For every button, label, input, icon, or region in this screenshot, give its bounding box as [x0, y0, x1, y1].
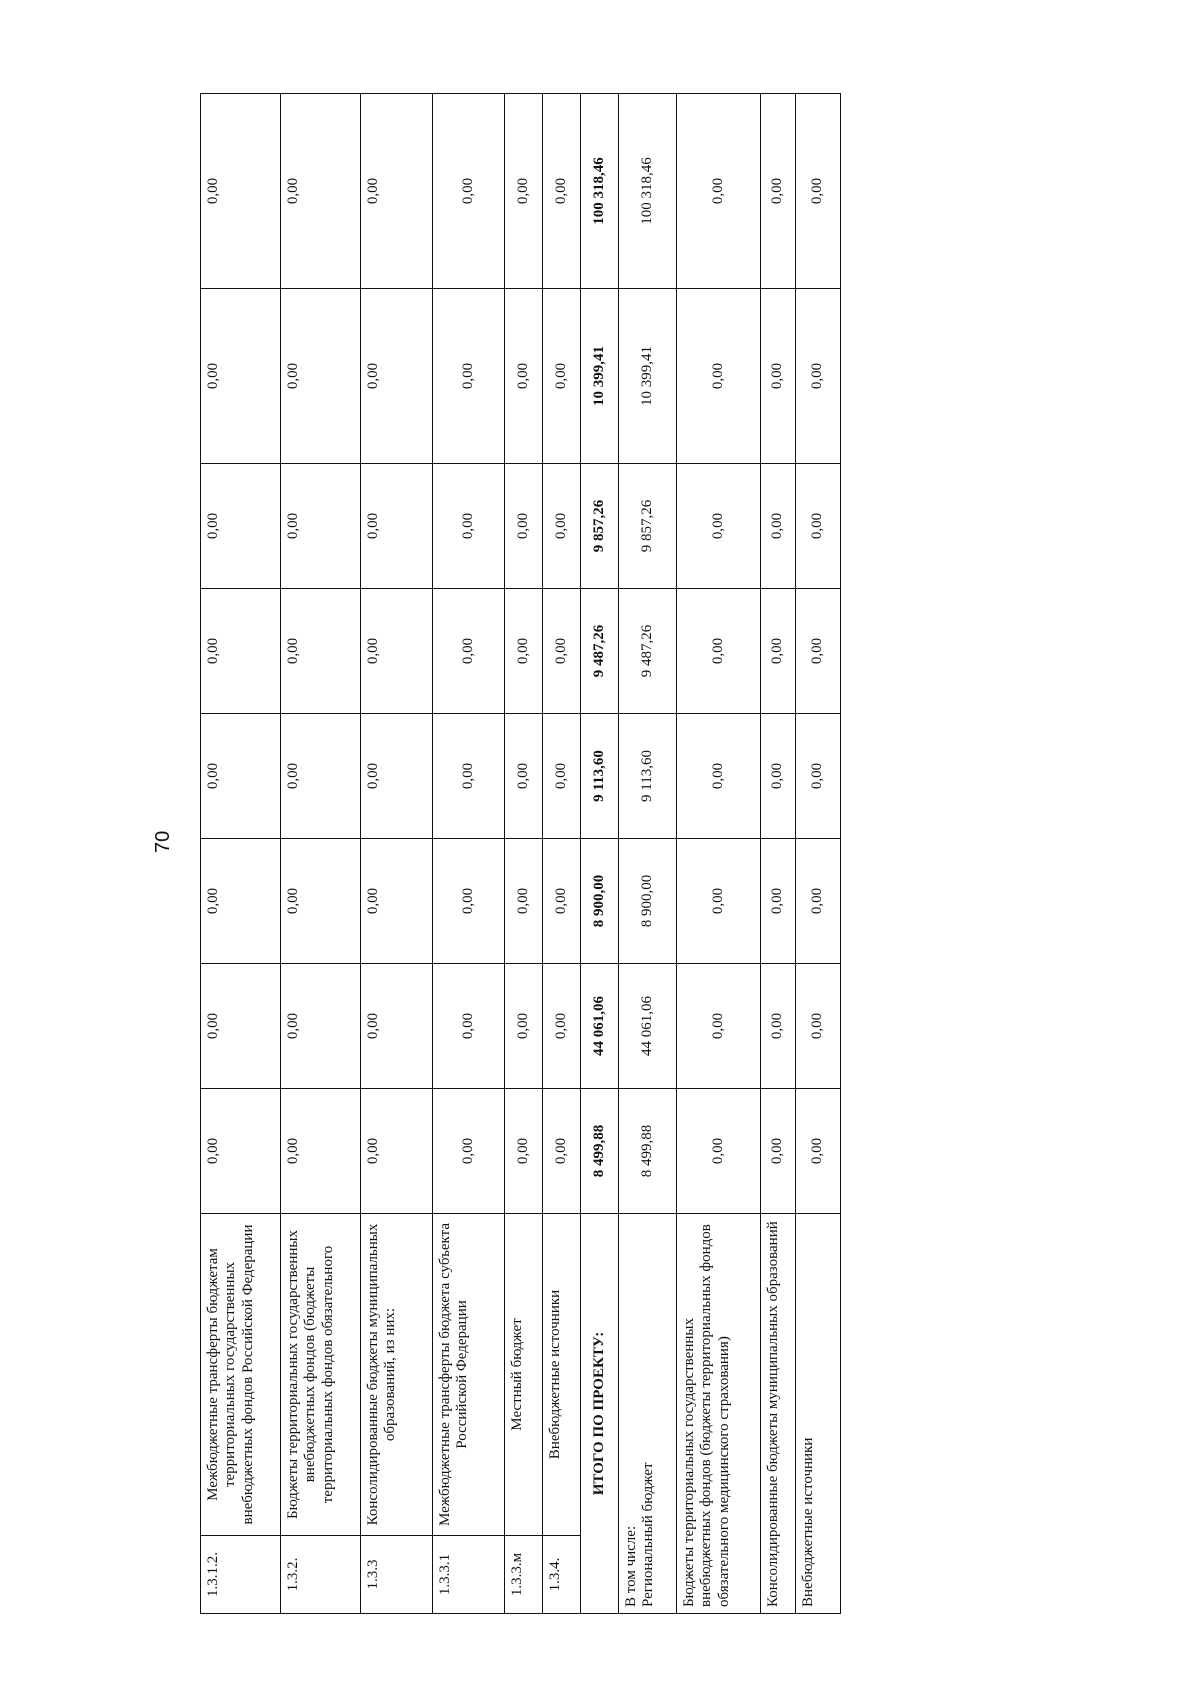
value-cell: 0,00	[361, 289, 433, 464]
value-cell: 0,00	[201, 714, 281, 839]
row-name: Бюджеты территориальных государственных внебюджетных фондов (бюджеты территориальных фондов обязательного	[281, 1214, 361, 1536]
value-cell: 0,00	[761, 589, 796, 714]
value-cell: 0,00	[433, 714, 505, 839]
value-cell: 0,00	[505, 964, 543, 1089]
value-cell: 100 318,46	[619, 94, 677, 289]
value-cell: 0,00	[361, 94, 433, 289]
value-cell: 0,00	[761, 964, 796, 1089]
value-cell: 0,00	[281, 839, 361, 964]
row-code: 1.3.2.	[281, 1536, 361, 1614]
value-cell: 0,00	[677, 714, 761, 839]
value-cell: 0,00	[796, 964, 841, 1089]
value-cell: 0,00	[201, 964, 281, 1089]
rotated-table-wrapper	[200, 94, 840, 1614]
row-code: 1.3.3	[361, 1536, 433, 1614]
value-cell: 0,00	[505, 94, 543, 289]
value-cell: 0,00	[433, 94, 505, 289]
value-cell: 0,00	[281, 1089, 361, 1214]
row-code: 1.3.4.	[543, 1536, 581, 1614]
value-cell: 9 857,26	[619, 464, 677, 589]
value-cell: 0,00	[505, 714, 543, 839]
value-cell: 0,00	[505, 839, 543, 964]
value-cell: 0,00	[505, 289, 543, 464]
table-body	[201, 94, 841, 1614]
table-row	[581, 94, 619, 1614]
value-cell: 0,00	[543, 839, 581, 964]
value-cell: 0,00	[361, 964, 433, 1089]
value-cell: 0,00	[361, 1089, 433, 1214]
value-cell: 0,00	[543, 464, 581, 589]
value-cell: 8 900,00	[619, 839, 677, 964]
value-cell: 0,00	[796, 94, 841, 289]
value-cell: 0,00	[543, 94, 581, 289]
value-cell: 0,00	[677, 1089, 761, 1214]
row-name: ИТОГО ПО ПРОЕКТУ:	[581, 1214, 619, 1614]
page-number: 70	[152, 830, 174, 853]
value-cell: 0,00	[543, 589, 581, 714]
table-row	[201, 94, 281, 1614]
row-name: Внебюджетные источники	[543, 1214, 581, 1536]
value-cell: 0,00	[281, 94, 361, 289]
row-name: Местный бюджет	[505, 1214, 543, 1536]
value-cell: 0,00	[505, 589, 543, 714]
value-cell: 10 399,41	[581, 289, 619, 464]
row-name: Внебюджетные источники	[796, 1214, 841, 1614]
value-cell: 0,00	[761, 464, 796, 589]
value-cell: 0,00	[361, 839, 433, 964]
value-cell: 0,00	[796, 839, 841, 964]
value-cell: 100 318,46	[581, 94, 619, 289]
row-code: 1.3.3.1	[433, 1536, 505, 1614]
table-row	[281, 94, 361, 1614]
value-cell: 9 857,26	[581, 464, 619, 589]
value-cell: 0,00	[433, 1089, 505, 1214]
row-code: 1.3.1.2.	[201, 1536, 281, 1614]
row-name: Межбюджетные трансферты бюджетам территориальных государственных внебюджетных фондов Российской Федерации	[201, 1214, 281, 1536]
value-cell: 8 900,00	[581, 839, 619, 964]
value-cell: 0,00	[505, 1089, 543, 1214]
value-cell: 0,00	[201, 289, 281, 464]
value-cell: 0,00	[281, 964, 361, 1089]
value-cell: 0,00	[281, 289, 361, 464]
value-cell: 0,00	[761, 289, 796, 464]
value-cell: 0,00	[361, 589, 433, 714]
value-cell: 0,00	[677, 589, 761, 714]
table-row	[361, 94, 433, 1614]
table-row	[796, 94, 841, 1614]
value-cell: 0,00	[543, 714, 581, 839]
value-cell: 0,00	[677, 464, 761, 589]
value-cell: 0,00	[433, 964, 505, 1089]
table-row	[677, 94, 761, 1614]
value-cell: 0,00	[505, 464, 543, 589]
value-cell: 0,00	[433, 839, 505, 964]
value-cell: 0,00	[677, 94, 761, 289]
table-row	[619, 94, 677, 1614]
value-cell: 0,00	[761, 714, 796, 839]
value-cell: 0,00	[543, 289, 581, 464]
value-cell: 0,00	[677, 289, 761, 464]
value-cell: 0,00	[796, 1089, 841, 1214]
value-cell: 9 487,26	[581, 589, 619, 714]
value-cell: 0,00	[796, 289, 841, 464]
row-name: В том числе: Региональный бюджет	[619, 1214, 677, 1614]
table-row	[433, 94, 505, 1614]
value-cell: 0,00	[281, 589, 361, 714]
value-cell: 0,00	[201, 839, 281, 964]
value-cell: 9 487,26	[619, 589, 677, 714]
value-cell: 0,00	[543, 1089, 581, 1214]
value-cell: 0,00	[543, 964, 581, 1089]
value-cell: 8 499,88	[619, 1089, 677, 1214]
value-cell: 44 061,06	[619, 964, 677, 1089]
value-cell: 0,00	[677, 964, 761, 1089]
table-row	[761, 94, 796, 1614]
value-cell: 0,00	[201, 464, 281, 589]
value-cell: 0,00	[761, 94, 796, 289]
row-name: Межбюджетные трансферты бюджета субъекта Российской Федерации	[433, 1214, 505, 1536]
value-cell: 0,00	[796, 464, 841, 589]
value-cell: 0,00	[281, 714, 361, 839]
value-cell: 0,00	[201, 589, 281, 714]
budget-table	[200, 93, 841, 1614]
value-cell: 0,00	[433, 464, 505, 589]
value-cell: 0,00	[433, 289, 505, 464]
table-row	[543, 94, 581, 1614]
value-cell: 44 061,06	[581, 964, 619, 1089]
value-cell: 8 499,88	[581, 1089, 619, 1214]
row-code: 1.3.3.м	[505, 1536, 543, 1614]
value-cell: 0,00	[796, 589, 841, 714]
table-row	[505, 94, 543, 1614]
value-cell: 0,00	[201, 1089, 281, 1214]
row-name: Бюджеты территориальных государственных внебюджетных фондов (бюджеты территориальных фондов обязательного медицинского страхования)	[677, 1214, 761, 1614]
value-cell: 0,00	[796, 714, 841, 839]
row-name: Консолидированные бюджеты муниципальных образований, из них:	[361, 1214, 433, 1536]
value-cell: 9 113,60	[619, 714, 677, 839]
value-cell: 0,00	[761, 839, 796, 964]
value-cell: 0,00	[361, 464, 433, 589]
value-cell: 0,00	[433, 589, 505, 714]
value-cell: 0,00	[281, 464, 361, 589]
value-cell: 0,00	[761, 1089, 796, 1214]
row-name: Консолидированные бюджеты муниципальных образований	[761, 1214, 796, 1614]
value-cell: 0,00	[677, 839, 761, 964]
value-cell: 0,00	[201, 94, 281, 289]
value-cell: 9 113,60	[581, 714, 619, 839]
value-cell: 10 399,41	[619, 289, 677, 464]
value-cell: 0,00	[361, 714, 433, 839]
